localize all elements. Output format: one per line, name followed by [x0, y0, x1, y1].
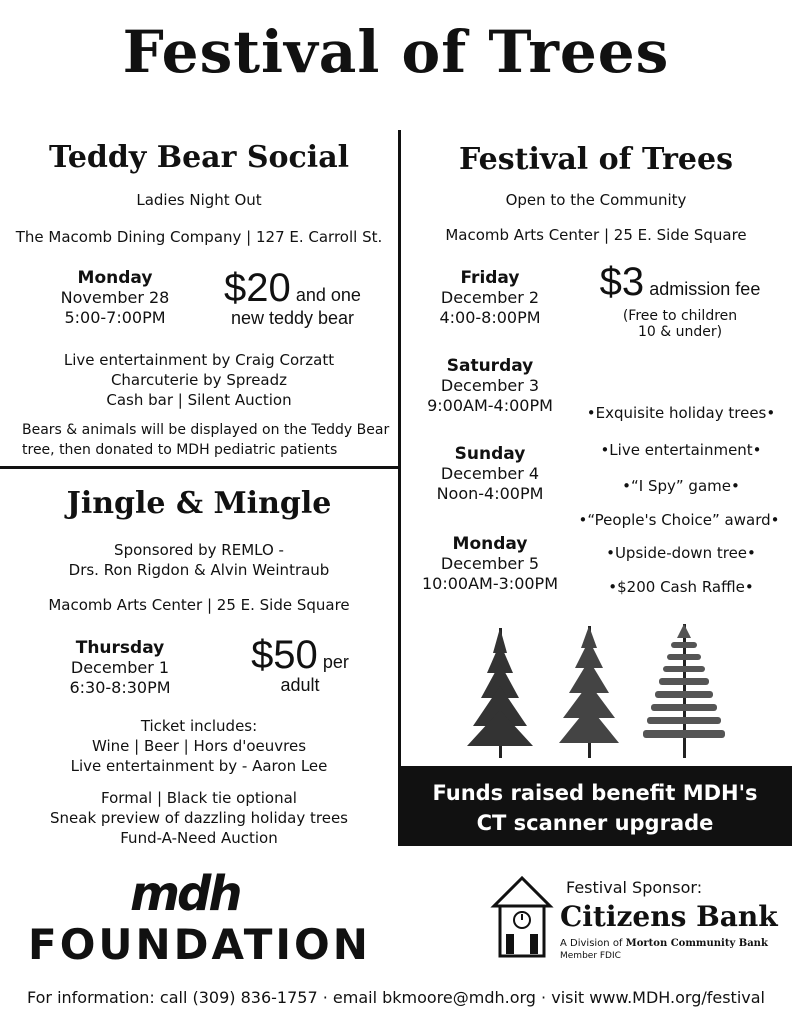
festival-price: $3 — [599, 260, 645, 304]
horizontal-divider — [0, 466, 398, 469]
jingle-extra-line: Fund-A-Need Auction — [120, 829, 278, 847]
festival-heading: Festival of Trees — [459, 142, 733, 177]
trees-illustration — [455, 618, 735, 766]
jingle-sponsor-line: Drs. Ron Rigdon & Alvin Weintraub — [68, 561, 330, 579]
teddy-price-block — [205, 268, 380, 329]
funds-banner — [398, 766, 792, 846]
festival-free-note: 10 & under) — [637, 324, 723, 340]
foundation-name: FOUNDATION — [28, 920, 371, 969]
sponsor-division-name: Morton Community Bank — [625, 938, 768, 949]
sponsor-bank: Citizens Bank — [560, 900, 778, 933]
festival-day-1 — [410, 268, 570, 328]
festival-time: Noon-4:00PM — [436, 484, 544, 503]
feature-item: •Upside-down tree• — [606, 544, 756, 562]
jingle-ticket-line: Live entertainment by - Aaron Lee — [70, 757, 328, 775]
teddy-date: November 28 — [60, 288, 170, 307]
festival-day: Friday — [460, 268, 520, 288]
festival-date: December 4 — [440, 464, 540, 483]
festival-subtitle: Open to the Community — [505, 191, 687, 209]
clock-tower-icon — [490, 876, 554, 960]
teddy-details — [0, 350, 398, 410]
feature-item: •$200 Cash Raffle• — [608, 578, 754, 596]
teddy-note-line: Bears & animals will be displayed on the Teddy Bear — [22, 422, 390, 438]
tree-icon — [467, 628, 533, 758]
feature-item: •Exquisite holiday trees• — [586, 404, 776, 422]
festival-day-3 — [410, 444, 570, 504]
jingle-extra-line: Formal | Black tie optional — [101, 789, 297, 807]
festival-price-note: admission fee — [649, 279, 761, 299]
footer-info: For information: call (309) 836-1757 · email bkmoore@mdh.org · visit www.MDH.org/festival — [27, 988, 765, 1007]
festival-day: Saturday — [446, 356, 534, 376]
jingle-datetime — [45, 638, 195, 698]
teddy-day: Monday — [77, 268, 153, 288]
jingle-price-note2: adult — [280, 675, 320, 695]
jingle-price-note1: per — [322, 652, 349, 672]
teddy-note-line: tree, then donated to MDH pediatric patients — [22, 442, 338, 458]
teddy-datetime — [40, 268, 190, 328]
teddy-detail: Charcuterie by Spreadz — [110, 371, 288, 389]
teddy-price-note2: new teddy bear — [230, 308, 355, 328]
jingle-extras — [0, 788, 398, 848]
jingle-price-block — [230, 635, 370, 696]
teddy-note — [22, 420, 392, 460]
feature-item: •“I Spy” game• — [622, 477, 740, 495]
sponsor-division — [560, 938, 768, 949]
teddy-detail: Live entertainment by Craig Corzatt — [63, 351, 335, 369]
funds-line: Funds raised benefit MDH's — [432, 781, 758, 805]
teddy-heading: Teddy Bear Social — [48, 140, 350, 175]
mdh-logo: mdh — [130, 866, 240, 922]
jingle-price: $50 — [251, 633, 318, 677]
festival-date: December 3 — [440, 376, 540, 395]
funds-line: CT scanner upgrade — [476, 811, 714, 835]
teddy-time: 5:00-7:00PM — [64, 308, 166, 327]
tree-icon — [559, 626, 619, 758]
festival-date: December 5 — [440, 554, 540, 573]
sponsor-fdic: Member FDIC — [560, 951, 621, 961]
festival-time: 4:00-8:00PM — [439, 308, 541, 327]
jingle-time: 6:30-8:30PM — [69, 678, 171, 697]
festival-day-2 — [410, 356, 570, 416]
teddy-subtitle: Ladies Night Out — [136, 191, 262, 209]
jingle-ticket — [0, 716, 398, 776]
tree-icon — [643, 624, 725, 758]
page-title: Festival of Trees — [122, 18, 670, 86]
jingle-extra-line: Sneak preview of dazzling holiday trees — [50, 809, 348, 827]
festival-date: December 2 — [440, 288, 540, 307]
festival-day: Sunday — [454, 444, 526, 464]
sponsor-label: Festival Sponsor: — [566, 878, 703, 897]
festival-time: 9:00AM-4:00PM — [427, 396, 553, 415]
jingle-heading: Jingle & Mingle — [66, 486, 332, 521]
festival-time: 10:00AM-3:00PM — [421, 574, 558, 593]
festival-day-4 — [410, 534, 570, 594]
jingle-date: December 1 — [70, 658, 170, 677]
teddy-price: $20 — [224, 266, 291, 310]
feature-item: •Live entertainment• — [600, 441, 762, 459]
jingle-day: Thursday — [75, 638, 165, 658]
feature-item: •“People's Choice” award• — [578, 511, 780, 529]
festival-price-block — [580, 262, 780, 340]
festival-venue: Macomb Arts Center | 25 E. Side Square — [445, 226, 747, 244]
jingle-sponsor-line: Sponsored by REMLO - — [114, 541, 284, 559]
jingle-sponsor — [0, 540, 398, 580]
teddy-venue: The Macomb Dining Company | 127 E. Carroll St. — [15, 228, 383, 246]
sponsor-division-prefix: A Division of — [560, 938, 623, 949]
teddy-detail: Cash bar | Silent Auction — [106, 391, 292, 409]
teddy-price-note1: and one — [295, 285, 361, 305]
festival-free-note: (Free to children — [622, 308, 738, 324]
jingle-ticket-line: Ticket includes: — [140, 717, 258, 735]
festival-day: Monday — [452, 534, 528, 554]
jingle-ticket-line: Wine | Beer | Hors d'oeuvres — [91, 737, 307, 755]
jingle-venue: Macomb Arts Center | 25 E. Side Square — [48, 596, 350, 614]
